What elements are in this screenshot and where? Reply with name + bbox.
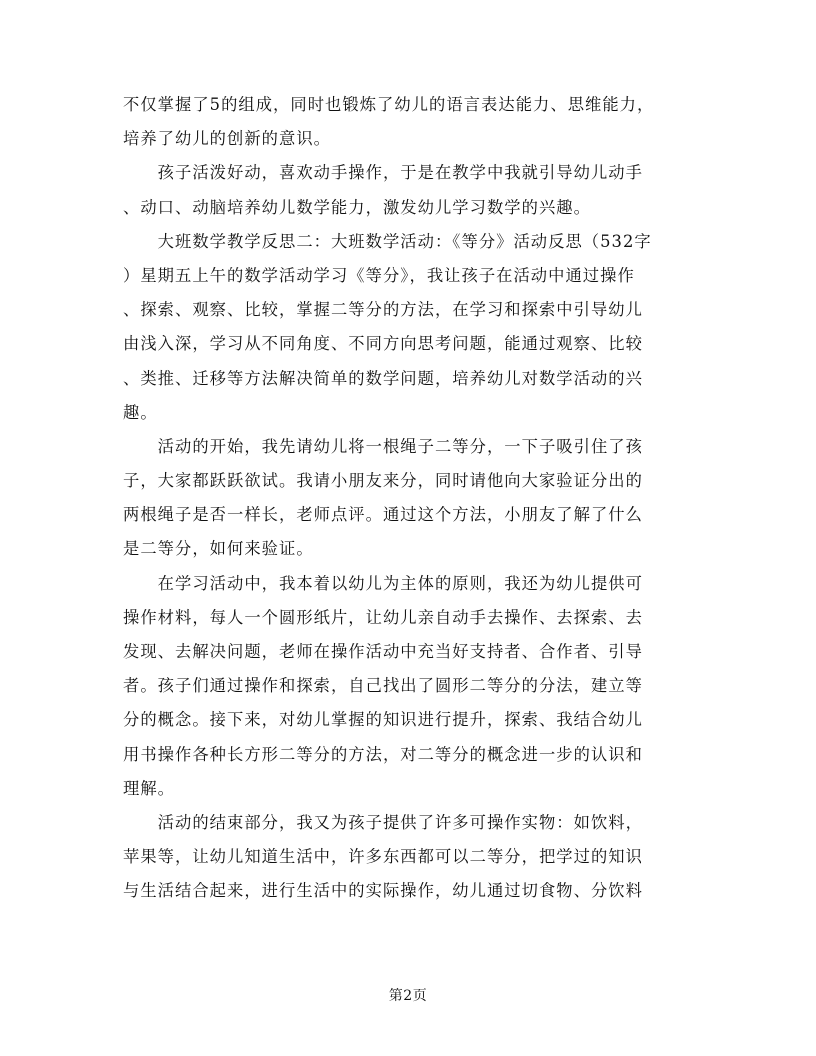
text-line: 孩子活泼好动，喜欢动手操作，于是在教学中我就引导幼儿动手 [123,163,643,183]
text-line: 理解。 [123,778,175,798]
document-body [123,88,683,909]
text-line: 两根绳子是否一样长，老师点评。通过这个方法，小朋友了解了什么 [123,505,643,525]
text-line: ）星期五上午的数学活动学习《等分》，我让孩子在活动中通过操作 [123,265,635,285]
text-line: 与生活结合起来，进行生活中的实际操作，幼儿通过切食物、分饮料 [123,881,643,901]
text-line: 活动的开始，我先请幼儿将一根绳子二等分，一下子吸引住了孩 [123,436,643,456]
text-line: 操作材料，每人一个圆形纸片，让幼儿亲自动手去操作、去探索、去 [123,607,643,627]
text-line: 大班数学教学反思二：大班数学活动：《等分》活动反思（532字 [123,231,652,251]
text-line: 是二等分，如何来验证。 [123,539,314,559]
text-line: 、类推、迁移等方法解决简单的数学问题，培养幼儿对数学活动的兴 [123,368,643,388]
text-line: 、探索、观察、比较，掌握二等分的方法，在学习和探索中引导幼儿 [123,300,643,320]
text-line: 用书操作各种长方形二等分的方法，对二等分的概念进一步的认识和 [123,744,643,764]
text-line: 活动的结束部分，我又为孩子提供了许多可操作实物：如饮料， [123,812,643,832]
text-line: 子，大家都跃跃欲试。我请小朋友来分，同时请他向大家验证分出的 [123,471,643,491]
text-line: 在学习活动中，我本着以幼儿为主体的原则，我还为幼儿提供可 [123,573,643,593]
text-line: 趣。 [123,402,158,422]
text-line: 不仅掌握了5的组成，同时也锻炼了幼儿的语言表达能力、思维能力， [123,95,655,114]
text-line: 培养了幼儿的创新的意识。 [123,129,331,149]
text-line: 者。孩子们通过操作和探索，自己找出了圆形二等分的分法，建立等 [123,676,643,696]
text-line: 、动口、动脑培养幼儿数学能力，激发幼儿学习数学的兴趣。 [123,197,591,217]
text-line: 发现、去解决问题，老师在操作活动中充当好支持者、合作者、引导 [123,642,643,661]
text-line: 由浅入深，学习从不同角度、不同方向思考问题，能通过观察、比较 [123,334,643,354]
page-number: 第2页 [388,988,428,1004]
text-line: 分的概念。接下来，对幼儿掌握的知识进行提升，探索、我结合幼儿 [123,710,643,730]
text-line: 苹果等，让幼儿知道生活中，许多东西都可以二等分，把学过的知识 [123,847,643,867]
